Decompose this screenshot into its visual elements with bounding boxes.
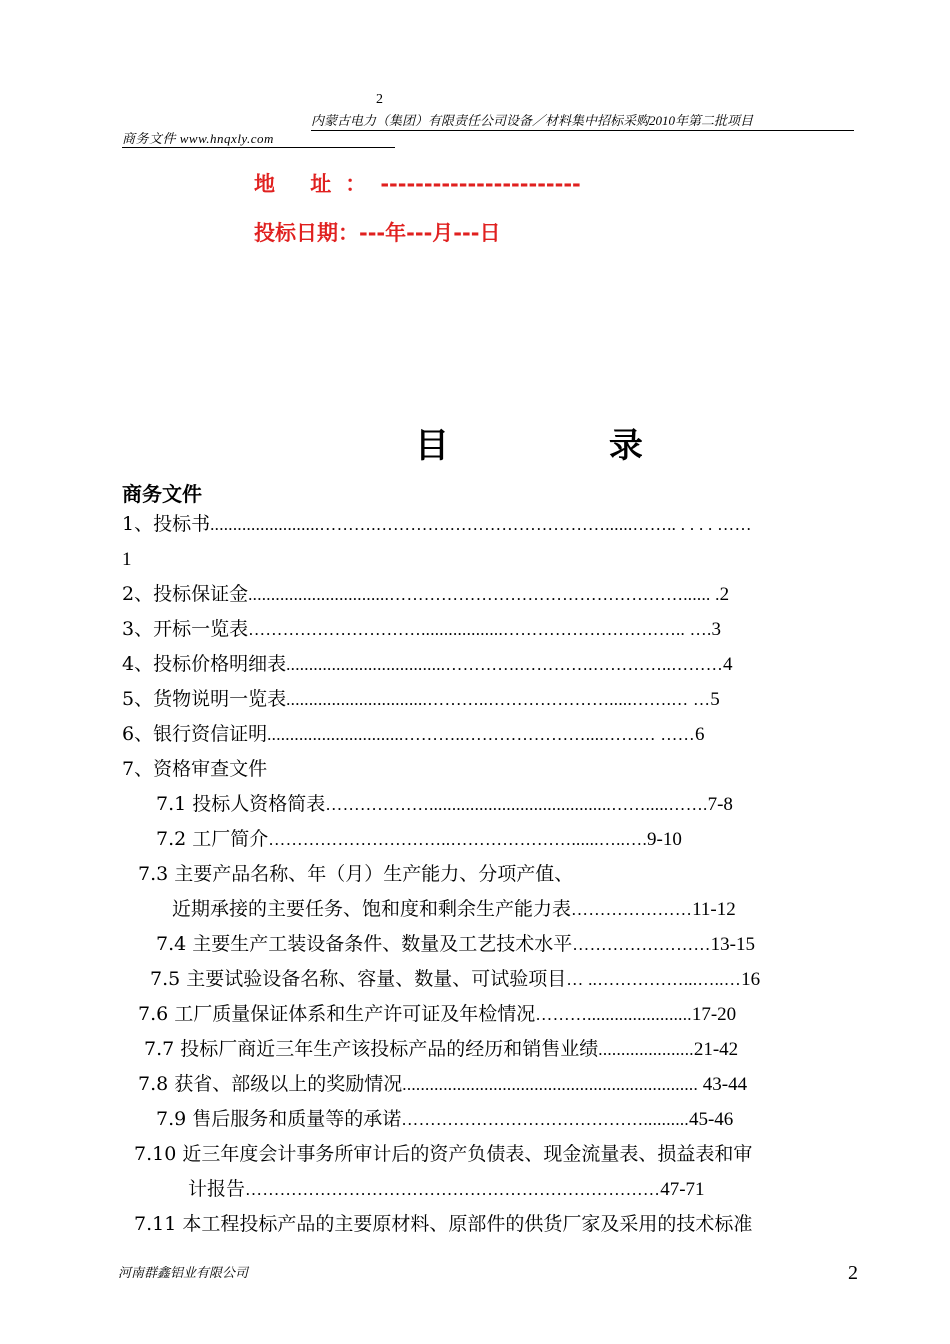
header-page-number: 2 (376, 92, 383, 107)
bid-date-line (254, 217, 500, 247)
toc-entry-dots: … ..……………...…..… (566, 970, 742, 989)
address-line (254, 168, 581, 198)
toc-entry-dots: ...............................……………………………………………...... . (248, 585, 720, 604)
toc-entry (134, 1142, 752, 1166)
toc-entry-dots: ………………… (571, 900, 693, 919)
toc-entry-page: 7-8 (707, 794, 733, 815)
toc-entry-text: 7.5 主要试验设备名称、容量、数量、可试验项目 (150, 968, 567, 990)
toc-entry (188, 1177, 705, 1202)
toc-entry-dots: ........................……….………….………………………......…….. . . . . …… (210, 515, 752, 534)
toc-entry-text: 2、投标保证金 (122, 583, 249, 605)
toc-entry (156, 1107, 733, 1132)
toc-entry-dots: ...............................………..………………….....…….… … (286, 690, 711, 709)
footer-page-number: 2 (848, 1262, 858, 1284)
toc-entry-text: 7.2 工厂简介 (156, 828, 269, 850)
toc-entry (122, 722, 704, 747)
address-label: 地 址： (254, 172, 381, 196)
toc-entry (156, 932, 755, 957)
toc-entry-text: 7、资格审查文件 (122, 758, 268, 780)
toc-entry (144, 1037, 738, 1062)
toc-entry-text: 7.11 本工程投标产品的主要原材料、原部件的供货厂家及采用的技术标准 (134, 1213, 753, 1235)
toc-entry (122, 512, 752, 537)
toc-entry-text: 近期承接的主要任务、饱和度和剩余生产能力表 (172, 898, 572, 920)
toc-entry-text: 6、银行资信证明 (122, 723, 268, 745)
toc-entry (156, 827, 682, 852)
toc-entry-dots: …………………………………….......... (401, 1110, 689, 1129)
toc-entry-page: 6 (694, 724, 705, 745)
toc-entry-text: 计报告 (188, 1178, 246, 1200)
toc-entry-dots: ………....................... (535, 1005, 692, 1024)
toc-entry (122, 652, 733, 677)
toc-entry-dots: ...................................………….………….…………..……… (286, 655, 724, 674)
toc-entry-page: 9-10 (647, 829, 682, 850)
toc-entry-text: 7.8 获省、部级以上的奖励情况 (138, 1073, 403, 1095)
toc-entry-page: 2 (719, 584, 730, 605)
toc-entry-text: 7.7 投标厂商近三年生产该投标产品的经历和销售业绩 (144, 1038, 599, 1060)
bid-date-label: 投标日期： (254, 221, 359, 245)
toc-entry-text: 7.4 主要生产工装设备条件、数量及工艺技术水平 (156, 933, 573, 955)
toc-entry-dots: ................................................................. (402, 1075, 699, 1094)
toc-entry-page: 5 (710, 689, 720, 710)
header-title: 内蒙古电力（集团）有限责任公司设备／材料集中招标采购2010年第二批项目 (311, 110, 854, 131)
toc-entry-text: 7.9 售后服务和质量等的承诺 (156, 1108, 402, 1130)
toc-entry-text: 7.1 投标人资格简表 (156, 793, 326, 815)
toc-entry-page: 4 (723, 654, 733, 675)
toc-entry-page: 45-46 (688, 1109, 734, 1130)
toc-entry (122, 582, 729, 607)
toc-entry (156, 792, 733, 817)
toc-entry-text: 4、投标价格明细表 (122, 653, 287, 675)
toc-entry-text: 1 (122, 549, 132, 570)
toc-entry-dots: …………………… (572, 935, 711, 954)
toc-entry-dots: ………………........................................…….....……. (325, 795, 708, 814)
toc-entry-dots: ..............................………..…………………....……… …… (267, 725, 695, 744)
toc-entry-page: 21-42 (693, 1039, 739, 1060)
toc-entry-page: 47-71 (660, 1179, 705, 1200)
bid-date-value: ---年---月---日 (359, 221, 501, 245)
footer-company: 河南群鑫铝业有限公司 (118, 1265, 249, 1280)
toc-entry-text: 7.6 工厂质量保证体系和生产许可证及年检情况 (138, 1003, 536, 1025)
toc-entry-text: 7.3 主要产品名称、年（月）生产能力、分项产值、 (138, 863, 574, 885)
toc-entry-page: 17-20 (691, 1004, 737, 1025)
header-subtitle: 商务文件 www.hnqxly.com (122, 128, 395, 148)
toc-entry (138, 1072, 747, 1097)
toc-entry-page: 13-15 (710, 934, 755, 955)
toc-entry-text: 5、货物说明一览表 (122, 688, 287, 710)
toc-entry-text: 3、开标一览表 (122, 618, 249, 640)
toc-entry-page: 43-44 (698, 1074, 748, 1095)
toc-entry (134, 1212, 752, 1236)
toc-entry (150, 967, 760, 992)
toc-title: 目 录 (415, 426, 717, 466)
toc-entry-page: 11-12 (692, 899, 736, 920)
toc-entry-dots: …………………………..…………………......…..…. (268, 830, 648, 849)
toc-entry-page: 3 (711, 619, 721, 640)
toc-entry-text: 1、投标书 (122, 513, 211, 535)
toc-entry-text: 7.10 近三年度会计事务所审计后的资产负债表、现金流量表、损益表和审 (134, 1143, 753, 1165)
toc-entry-dots: …………………………..................………………………….. …. (248, 620, 712, 639)
toc-entry-dots: ……………………………………………………………… (245, 1180, 661, 1199)
toc-entry (122, 617, 721, 642)
toc-entry-page: 16 (741, 969, 761, 990)
toc-entry (172, 897, 736, 922)
toc-entry (138, 1002, 736, 1027)
toc-entry (138, 862, 573, 886)
toc-entry (122, 757, 267, 781)
toc-section-heading: 商务文件 (122, 482, 202, 506)
toc-entry-dots: ..................... (598, 1040, 694, 1059)
toc-entry (122, 687, 720, 712)
address-value: ----------------------- (380, 172, 581, 196)
toc-entry (122, 547, 132, 572)
